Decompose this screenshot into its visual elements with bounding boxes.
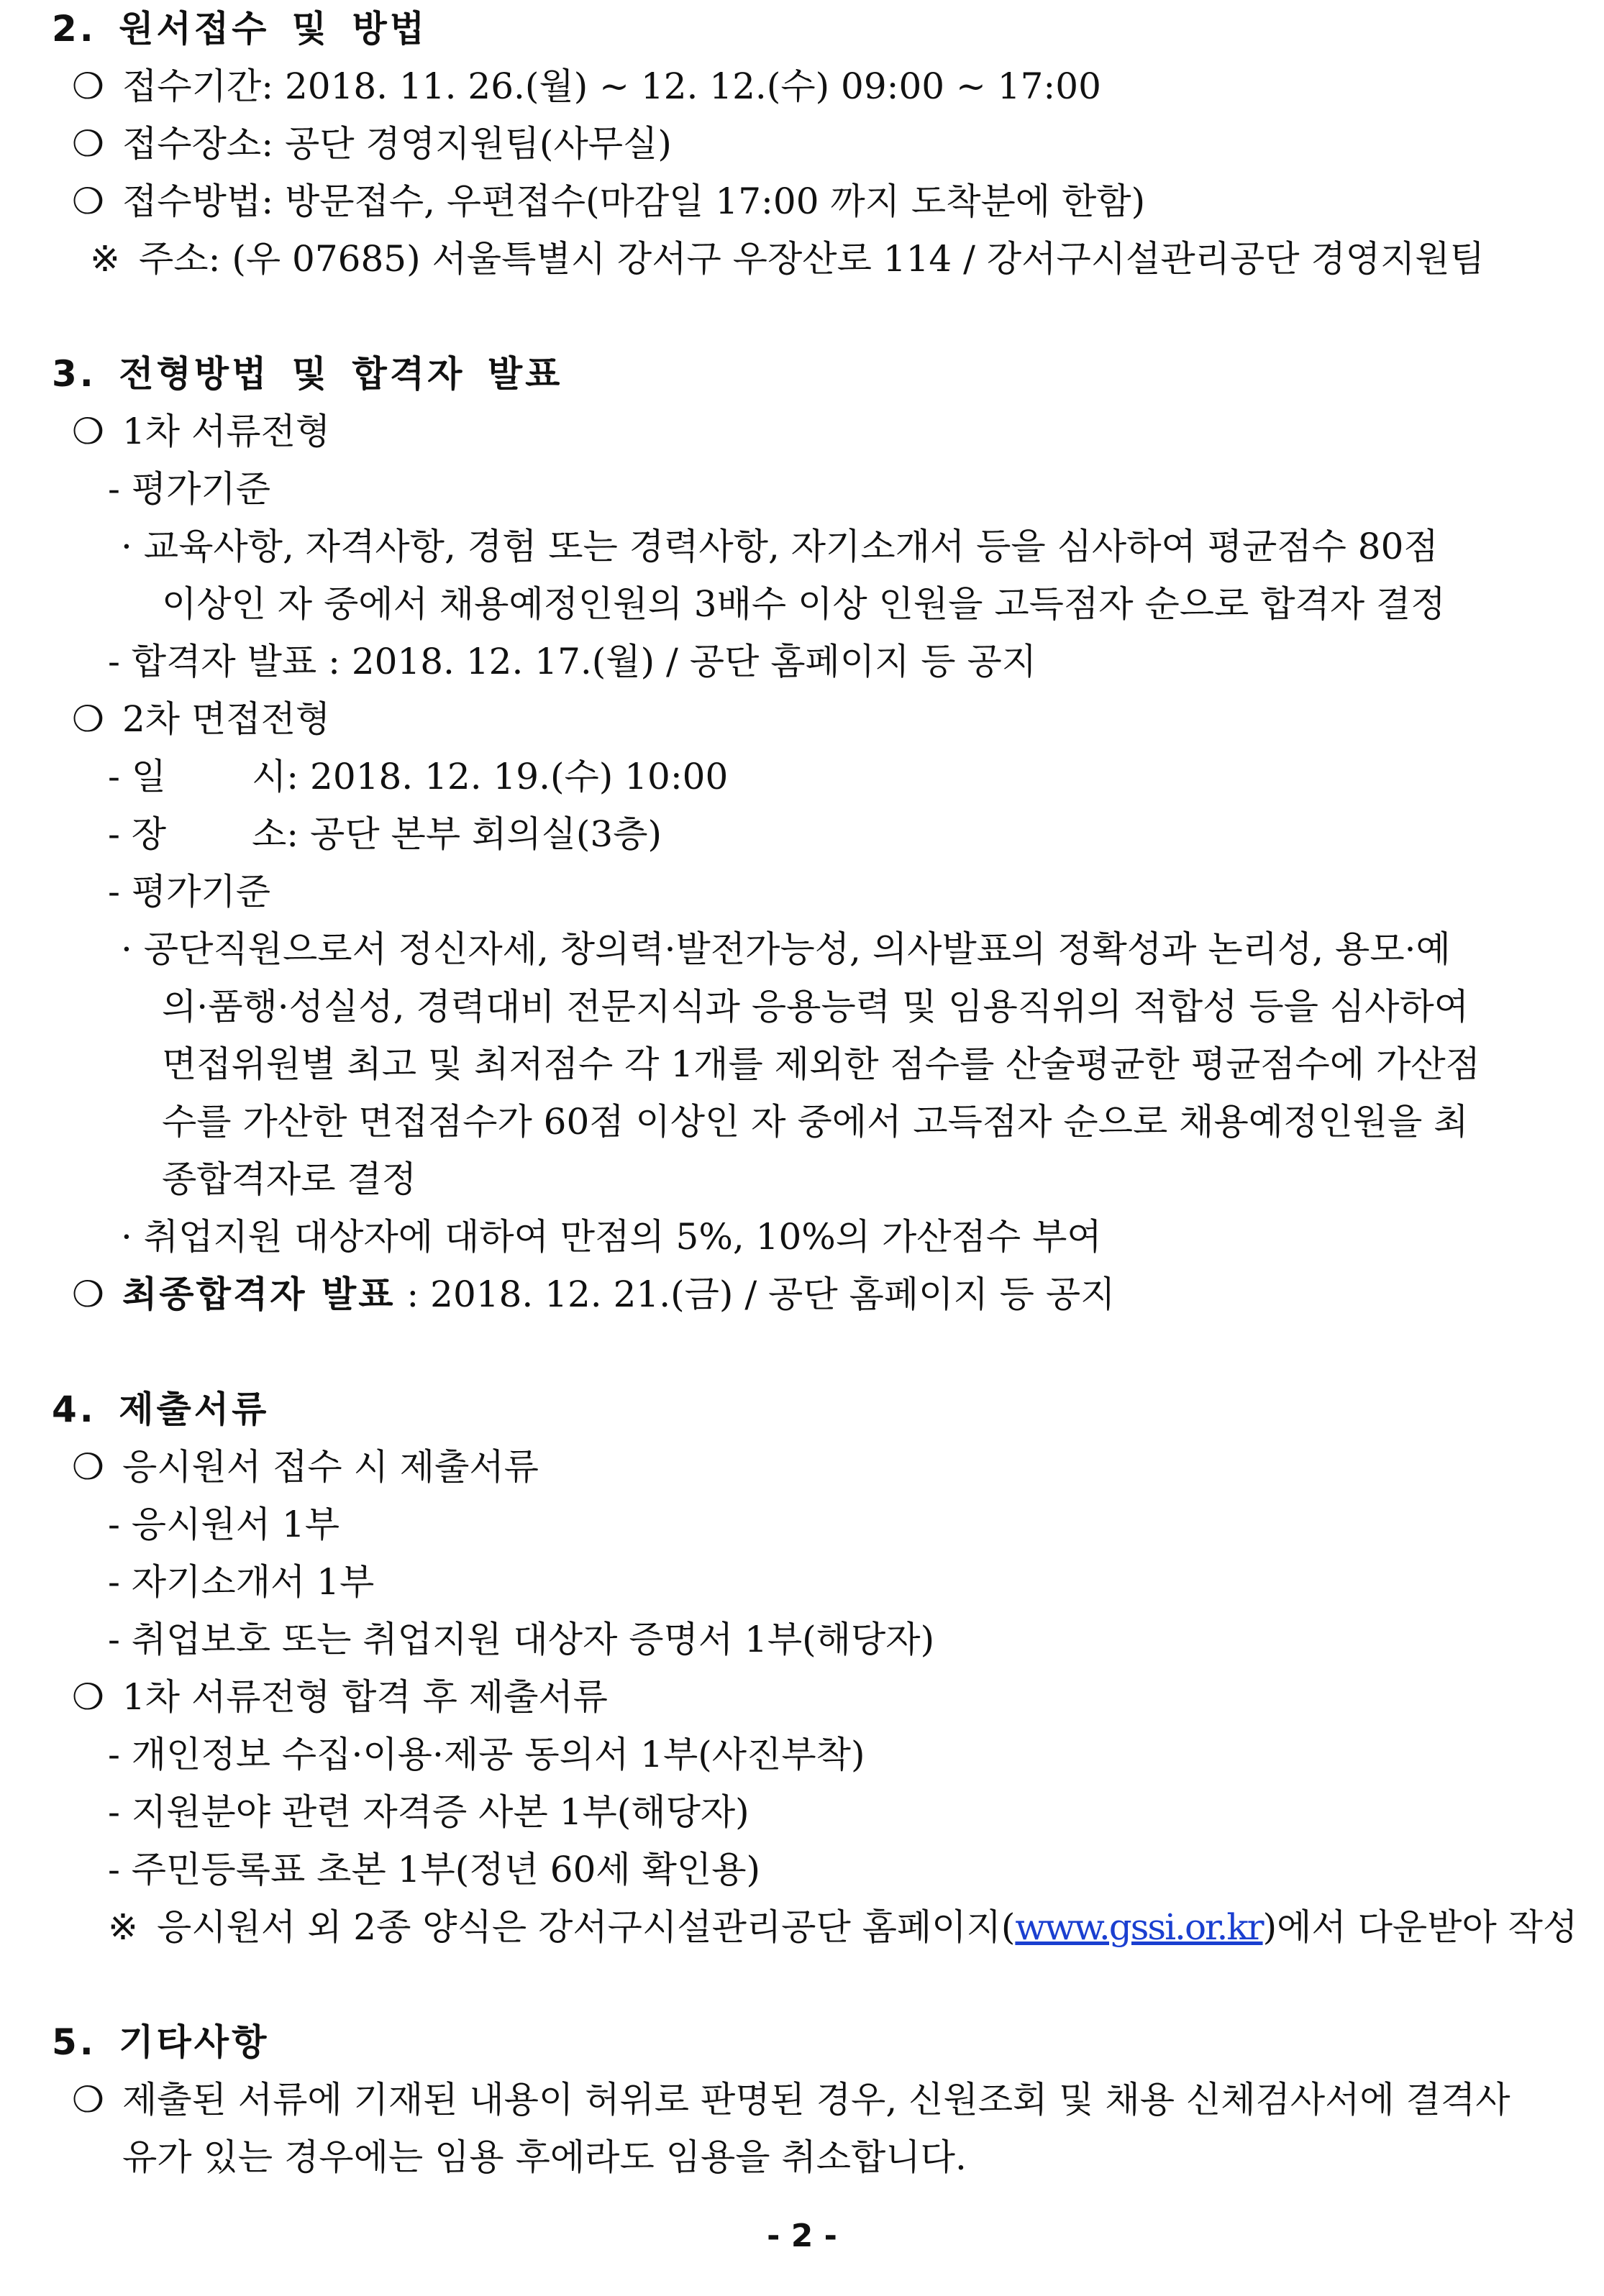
stage2-desc-line1: · 공단직원으로서 정신자세, 창의력·발전가능성, 의사발표의 정확성과 논리성, 용모·예: [121, 928, 1451, 970]
stage1-title: 1차 서류전형: [122, 411, 331, 452]
final-announcement: [122, 1266, 1115, 1323]
forms-note: [157, 1898, 1577, 1956]
stage1-announcement: - 합격자 발표 : 2018. 12. 17.(월) / 공단 홈페이지 등 공지: [108, 641, 1037, 682]
note-mark-icon: ※: [90, 238, 120, 280]
final-label: 최종합격자 발표: [122, 1273, 396, 1315]
section-2-heading: 2. 원서접수 및 방법: [52, 8, 428, 50]
address-note: 주소: (우 07685) 서울특별시 강서구 우장산로 114 / 강서구시설관리공단 경영지원팀: [139, 238, 1485, 280]
group1-item: - 응시원서 1부: [108, 1504, 340, 1545]
stage2-desc-line2: 의·품행·성실성, 경력대비 전문지식과 응용능력 및 임용직위의 적합성 등을 심사하여: [162, 986, 1469, 1028]
group1-item: - 취업보호 또는 취업지원 대상자 증명서 1부(해당자): [108, 1619, 935, 1660]
misc-line1: 제출된 서류에 기재된 내용이 허위로 판명된 경우, 신원조회 및 채용 신체검사서에 결격사: [122, 2079, 1510, 2121]
section-5-heading: 5. 기타사항: [52, 2021, 270, 2063]
stage2-date: 시: 2018. 12. 19.(수) 10:00: [252, 756, 729, 797]
stage2-place-label: - 장: [108, 813, 167, 855]
stage2-desc-line4: 수를 가산한 면접점수가 60점 이상인 자 중에서 고득점자 순으로 채용예정인원을 최: [162, 1101, 1469, 1143]
stage2-place: 소: 공단 본부 회의실(3층): [252, 813, 662, 855]
bullet-icon: ❍: [72, 1446, 104, 1488]
stage1-criteria-label: - 평가기준: [108, 468, 270, 510]
stage2-desc-line3: 면접위원별 최고 및 최저점수 각 1개를 제외한 점수를 산술평균한 평균점수에 가산점: [162, 1043, 1480, 1085]
forms-note-before: 응시원서 외 2종 양식은 강서구시설관리공단 홈페이지(: [157, 1906, 1016, 1948]
section-3-heading: 3. 전형방법 및 합격자 발표: [52, 353, 563, 395]
stage2-bonus: · 취업지원 대상자에 대하여 만점의 5%, 10%의 가산점수 부여: [121, 1216, 1102, 1258]
stage2-criteria-label: - 평가기준: [108, 871, 270, 913]
misc-line2: 유가 있는 경우에는 임용 후에라도 임용을 취소합니다.: [122, 2136, 967, 2178]
group1-title: 응시원서 접수 시 제출서류: [122, 1446, 539, 1488]
homepage-link[interactable]: www.gssi.or.kr: [1015, 1906, 1263, 1948]
stage2-date-label: - 일: [108, 756, 167, 797]
group2-title: 1차 서류전형 합격 후 제출서류: [122, 1676, 608, 1718]
bullet-icon: ❍: [72, 180, 104, 222]
stage1-desc-line2: 이상인 자 중에서 채용예정인원의 3배수 이상 인원을 고득점자 순으로 합격자 결정: [162, 583, 1446, 625]
note-mark-icon: ※: [108, 1906, 138, 1948]
bullet-icon: ❍: [72, 1273, 104, 1315]
stage2-title: 2차 면접전형: [122, 698, 331, 740]
group2-item: - 개인정보 수집·이용·제공 동의서 1부(사진부착): [108, 1734, 865, 1775]
bullet-icon: ❍: [72, 65, 104, 107]
application-period: 접수기간: 2018. 11. 26.(월) ~ 12. 12.(수) 09:00 ~ 17:00: [122, 65, 1101, 107]
bullet-icon: ❍: [72, 411, 104, 452]
stage2-desc-line5: 종합격자로 결정: [162, 1158, 416, 1200]
forms-note-after: )에서 다운받아 작성: [1262, 1906, 1578, 1948]
application-place: 접수장소: 공단 경영지원팀(사무실): [122, 123, 672, 165]
group1-item: - 자기소개서 1부: [108, 1561, 375, 1603]
bullet-icon: ❍: [72, 1676, 104, 1718]
page-number: - 2 -: [767, 2218, 837, 2254]
group2-item: - 지원분야 관련 자격증 사본 1부(해당자): [108, 1791, 749, 1833]
bullet-icon: ❍: [72, 123, 104, 165]
final-text: : 2018. 12. 21.(금) / 공단 홈페이지 등 공지: [395, 1273, 1116, 1315]
section-4-heading: 4. 제출서류: [52, 1389, 270, 1430]
bullet-icon: ❍: [72, 698, 104, 740]
stage1-desc-line1: · 교육사항, 자격사항, 경험 또는 경력사항, 자기소개서 등을 심사하여 평균점수 80점: [121, 526, 1439, 567]
application-method: 접수방법: 방문접수, 우편접수(마감일 17:00 까지 도착분에 한함): [122, 180, 1146, 222]
bullet-icon: ❍: [72, 2079, 104, 2121]
group2-item: - 주민등록표 초본 1부(정년 60세 확인용): [108, 1849, 761, 1890]
